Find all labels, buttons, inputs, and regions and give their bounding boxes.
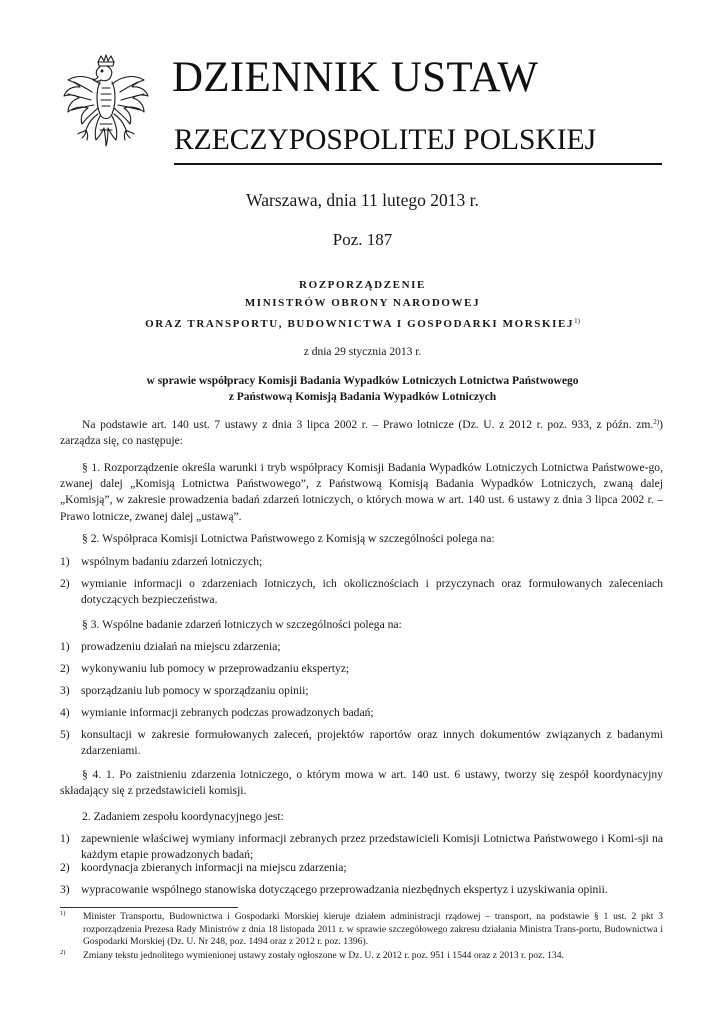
list-item: 4) wymianie informacji zebranych podczas prowadzonych badań; bbox=[60, 706, 374, 719]
journal-title: DZIENNIK USTAW bbox=[172, 54, 539, 101]
white-eagle-emblem-icon bbox=[60, 52, 152, 162]
section-4-paragraph-1: § 4. 1. Po zaistnieniu zdarzenia lotniczego, o którym mowa w art. 140 ust. 6 ustawy, tworzy się zespół koordynacyjny składający się z przedstawicieli komisji. bbox=[60, 768, 663, 798]
act-subject-line2: z Państwową Komisją Badania Wypadków Lotniczych bbox=[228, 391, 497, 403]
act-issuer-line2: ORAZ TRANSPORTU, BUDOWNICTWA I GOSPODARKI MORSKIEJ$^{1)}$ bbox=[145, 317, 580, 330]
preamble: Na podstawie art. 140 ust. 7 ustawy z dnia 3 lipca 2002 r. – Prawo lotnicze (Dz. U. z 2012 r. poz. 933, z późn. zm.$^{2)}$) zarządza się, co następuje: bbox=[60, 418, 663, 448]
masthead-rule bbox=[174, 163, 662, 165]
position-number: Poz. 187 bbox=[332, 230, 393, 249]
footnote: 1) Minister Transportu, Budownictwa i Gospodarki Morskiej kieruje działem administracji rządowej – transport, na podstawie § 1 ust. 2 pkt 3 rozporządzenia Prezesa Rady Ministrów z dnia 18 listopada 2011 r. w sprawie szczegółowego zakresu działania Ministra Trans-portu, Budownictwa i Gospodarki Morskiej (Dz. U. Nr 248, poz. 1494 oraz z 2012 r. poz. 1396). bbox=[60, 910, 663, 947]
act-subject-line1: w sprawie współpracy Komisji Badania Wypadków Lotniczych Lotnictwa Państwowego bbox=[146, 375, 579, 387]
section-1: § 1. Rozporządzenie określa warunki i tryb współpracy Komisji Badania Wypadków Lotniczych Lotnictwa Państwowe-go, zwanej dalej „Komisją Lotnictwa Państwowego”, z Państwową Komisją Badania Wypadków Lotniczych, zwaną dalej „Komisją”, w zakresie prowadzenia badań zdarzeń lotniczych, o których mowa w art. 140 ust. 6 ustawy z dnia 3 lipca 2002 r. – Prawo lotnicze, zwanej dalej „ustawą”. bbox=[60, 461, 663, 523]
footnote-ref: 1) bbox=[574, 317, 580, 325]
footnote: 2) Zmiany tekstu jednolitego wymienionej ustawy zostały ogłoszone w Dz. U. z 2012 r. poz. 951 i 1544 oraz z 2013 r. poz. 134. bbox=[60, 949, 564, 961]
list-item: 3) sporządzaniu lub pomocy w sporządzaniu opinii; bbox=[60, 684, 309, 697]
list-item: 1) zapewnienie właściwej wymiany informacji zebranych przez przedstawicieli Komisji Lotnictwa Państwowego i Komi-sji na każdym etapie prowadzonych badań; bbox=[60, 832, 663, 862]
list-item: 2) wymianie informacji o zdarzeniach lotniczych, ich okolicznościach i przyczynach oraz formułowanych zaleceniach dotyczących bezpieczeństwa. bbox=[60, 577, 663, 607]
section-2-intro: § 2. Współpraca Komisji Lotnictwa Państwowego z Komisją w szczególności polega na: bbox=[82, 532, 495, 545]
section-3-intro: § 3. Wspólne badanie zdarzeń lotniczych w szczególności polega na: bbox=[82, 618, 402, 631]
act-type: ROZPORZĄDZENIE bbox=[299, 279, 426, 291]
footnote-ref: 2) bbox=[653, 418, 660, 426]
footnote-rule bbox=[60, 907, 238, 908]
act-date: z dnia 29 stycznia 2013 r. bbox=[303, 346, 422, 358]
publication-date: Warszawa, dnia 11 lutego 2013 r. bbox=[246, 190, 479, 210]
list-item: 1) wspólnym badaniu zdarzeń lotniczych; bbox=[60, 555, 263, 568]
section-4-paragraph-2: 2. Zadaniem zespołu koordynacyjnego jest: bbox=[82, 810, 284, 823]
list-item: 2) wykonywaniu lub pomocy w przeprowadzaniu ekspertyz; bbox=[60, 662, 350, 675]
journal-subtitle: RZECZYPOSPOLITEJ POLSKIEJ bbox=[174, 124, 597, 156]
list-item: 1) prowadzeniu działań na miejscu zdarzenia; bbox=[60, 640, 281, 653]
act-issuer-line1: MINISTRÓW OBRONY NARODOWEJ bbox=[244, 297, 481, 309]
list-item: 5) konsultacji w zakresie formułowanych zaleceń, projektów raportów oraz innych dokumentów związanych z badanymi zdarzeniami. bbox=[60, 728, 663, 758]
list-item: 2) koordynacja zbieranych informacji na miejscu zdarzenia; bbox=[60, 861, 347, 874]
list-item: 3) wypracowanie wspólnego stanowiska dotyczącego przeprowadzania niezbędnych ekspertyz i uzyskiwania opinii. bbox=[60, 883, 608, 896]
